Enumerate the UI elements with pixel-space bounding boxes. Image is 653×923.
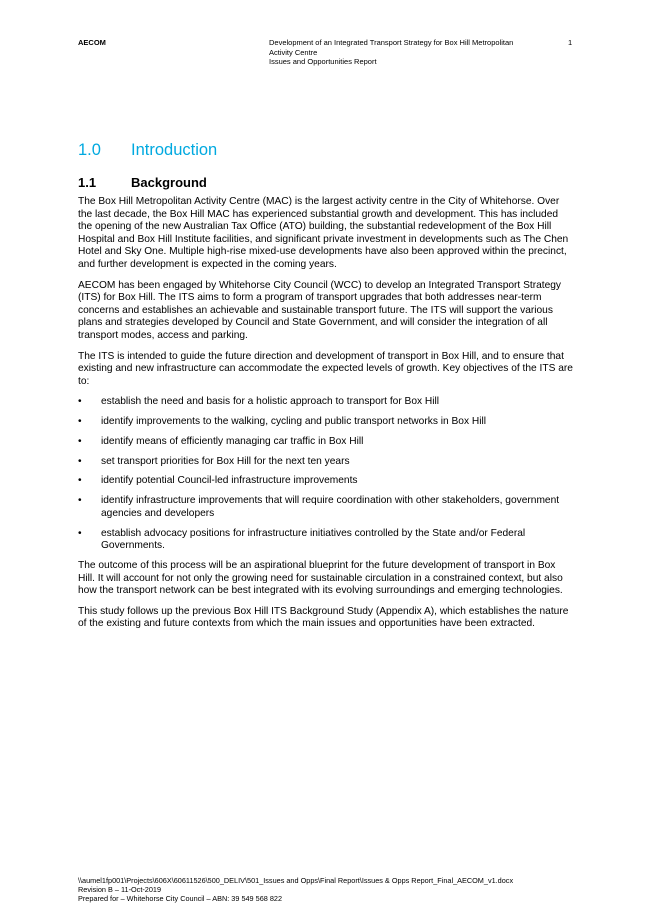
- paragraph: AECOM has been engaged by Whitehorse City Council (WCC) to develop an Integrated Transport Strategy (ITS) for Box Hill. The ITS aims to form a program of transport upgrades that both addresses near-term concerns and establishes an achievable and sustainable transport future. The ITS will support the various plans and strategies developed by Council and State Government, and will consider the integration of all transport modes, access and parking.: [78, 279, 562, 341]
- bullet-icon: •: [78, 416, 82, 428]
- bullet-icon: •: [78, 396, 82, 408]
- paragraph: This study follows up the previous Box Hill ITS Background Study (Appendix A), which establishes the nature of the existing and future contexts from which the main issues and opportunities have been extracted.: [78, 605, 569, 630]
- page-number: 1: [568, 38, 573, 47]
- list-item: [78, 416, 575, 429]
- header-title-line: Issues and Opportunities Report: [269, 57, 377, 66]
- footer-file-path: \\aumel1fp001\Projects\606X\60611526\500_DELIV\501_Issues and Opps\Final Report\Issues & Opps Report_Final_AECOM_v1.docx: [78, 876, 514, 885]
- bullet-icon: •: [78, 455, 82, 467]
- bullet-icon: •: [78, 527, 82, 539]
- page-footer: [78, 877, 513, 903]
- section-number: 1.0: [78, 141, 101, 159]
- section-title: Introduction: [131, 141, 218, 159]
- header-title-line: Activity Centre: [269, 47, 318, 57]
- bullet-icon: •: [78, 475, 82, 487]
- body-text: [78, 196, 575, 639]
- section-heading: [78, 141, 217, 160]
- list-item: [78, 495, 575, 520]
- list-item-text: identify potential Council-led infrastructure improvements: [101, 475, 358, 487]
- bullet-icon: •: [78, 495, 82, 507]
- subsection-title: Background: [131, 175, 207, 190]
- list-item: [78, 475, 575, 488]
- list-item-text: identify means of efficiently managing car traffic in Box Hill: [101, 435, 364, 447]
- list-item-text: identify infrastructure improvements that will require coordination with other stakeholders, government agencies and developers: [101, 495, 560, 519]
- list-item: [78, 396, 575, 409]
- header-document-title: [269, 38, 539, 67]
- paragraph: The ITS is intended to guide the future direction and development of transport in Box Hill, and to ensure that existing and new infrastructure can accommodate the expected levels of growth. Key objectives of the ITS are to:: [78, 350, 573, 387]
- list-item: [78, 456, 575, 469]
- paragraph: The outcome of this process will be an aspirational blueprint for the future development of transport in Box Hill. It will account for not only the growing need for sustainable circulation in a constrained context, but also how the transport network can be best integrated with its evolving surroundings and emerging technologies.: [78, 559, 563, 597]
- bullet-icon: •: [78, 435, 82, 447]
- list-item: [78, 528, 575, 553]
- list-item: [78, 436, 575, 449]
- subsection-number: 1.1: [78, 175, 97, 190]
- list-item-text: identify improvements to the walking, cycling and public transport networks in Box Hill: [101, 416, 487, 428]
- footer-revision: Revision B – 11-Oct-2019: [78, 884, 162, 894]
- list-item-text: establish advocacy positions for infrastructure initiatives controlled by the State and/or Federal Governments.: [101, 527, 526, 552]
- header-title-line: Development of an Integrated Transport Strategy for Box Hill Metropolitan: [269, 38, 514, 47]
- list-item-text: establish the need and basis for a holistic approach to transport for Box Hill: [101, 396, 440, 408]
- footer-prepared-for: Prepared for – Whitehorse City Council – ABN: 39 549 568 822: [78, 893, 283, 903]
- paragraph: The Box Hill Metropolitan Activity Centre (MAC) is the largest activity centre in the City of Whitehorse. Over the last decade, the Box Hill MAC has experienced substantial growth and development. This has included the opening of the new Australian Tax Office (ATO) building, the substantial redevelopment of the Box Hill Hospital and Box Hill Institute facilities, and significant private investment in developments such as The Chen Hotel and Sky One. Multiple high-rise mixed-use developments have also been approved within the precinct, and further development is expected in the coming years.: [78, 196, 569, 270]
- list-item-text: set transport priorities for Box Hill for the next ten years: [101, 455, 350, 467]
- header-company: AECOM: [78, 38, 106, 47]
- subsection-heading: [78, 175, 207, 190]
- objectives-list: [78, 396, 575, 552]
